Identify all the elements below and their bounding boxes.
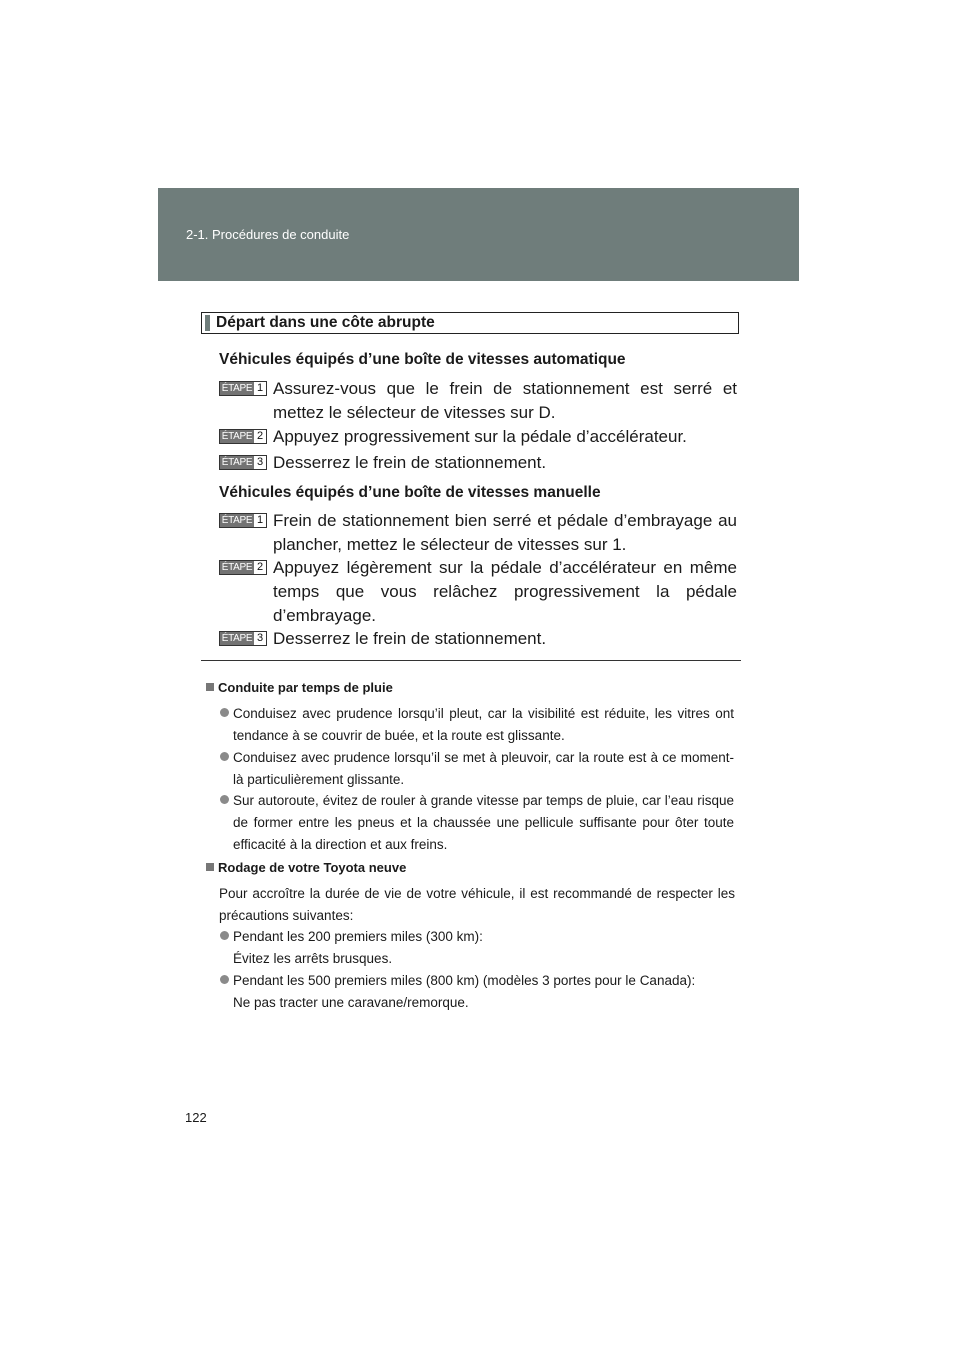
page-number: 122 (185, 1110, 207, 1125)
step-text: Appuyez légèrement sur la pédale d’accélérateur en même temps que vous relâchez progressivement la pédale d’embrayage. (273, 558, 737, 625)
section-title: 2-1. Procédures de conduite (186, 227, 350, 242)
automatic-heading: Véhicules équipés d’une boîte de vitesses automatique (219, 351, 626, 368)
breakin-intro: Pour accroître la durée de vie de votre véhicule, il est recommandé de respecter les précautions suivantes: (219, 886, 735, 923)
square-bullet-icon (206, 683, 214, 691)
auto-step-2 (219, 425, 737, 449)
breakin-bullet-2: Pendant les 500 premiers miles (800 km) (modèles 3 portes pour le Canada): Ne pas tracter une caravane/remorque. (220, 970, 734, 1014)
step-text: Desserrez le frein de stationnement. (273, 453, 547, 472)
manual-step-1 (219, 509, 737, 557)
step-badge: ÉTAPE 1 (219, 513, 267, 528)
bullet-dot-icon (220, 975, 229, 984)
manual-step-2 (219, 556, 737, 628)
bullet-dot-icon (220, 795, 229, 804)
breakin-heading: Rodage de votre Toyota neuve (206, 860, 406, 875)
topic-box (201, 312, 739, 334)
step-badge: ÉTAPE 2 (219, 429, 267, 444)
step-text: Desserrez le frein de stationnement. (273, 629, 547, 648)
section-divider (201, 660, 741, 661)
step-badge: ÉTAPE 2 (219, 560, 267, 575)
step-text: Assurez-vous que le frein de stationnement est serré et mettez le sélecteur de vitesses sur D. (273, 379, 737, 422)
header-band (158, 188, 799, 281)
manual-step-3 (219, 627, 737, 651)
step-badge: ÉTAPE 1 (219, 381, 267, 396)
bullet-dot-icon (220, 708, 229, 717)
step-text: Appuyez progressivement sur la pédale d’accélérateur. (273, 427, 687, 446)
rain-bullet-1: Conduisez avec prudence lorsqu’il pleut, car la visibilité est réduite, les vitres ont tendance à se couvrir de buée, et la route est glissante. (220, 703, 734, 747)
rain-heading: Conduite par temps de pluie (206, 680, 393, 695)
topic-title: Départ dans une côte abrupte (216, 314, 435, 331)
auto-step-3 (219, 451, 737, 475)
bullet-dot-icon (220, 752, 229, 761)
rain-bullet-3: Sur autoroute, évitez de rouler à grande vitesse par temps de pluie, car l’eau risque de former entre les pneus et la chaussée une pellicule suffisante pour ôter toute efficacité à la direction et aux freins. (220, 790, 734, 856)
auto-step-1 (219, 377, 737, 425)
topic-box-marker (205, 315, 210, 331)
rain-bullet-2: Conduisez avec prudence lorsqu’il se met à pleuvoir, car la route est à ce moment-là particulièrement glissante. (220, 747, 734, 791)
step-text: Frein de stationnement bien serré et pédale d’embrayage au plancher, mettez le sélecteur de vitesses sur 1. (273, 511, 737, 554)
manual-heading: Véhicules équipés d’une boîte de vitesses manuelle (219, 484, 601, 501)
step-badge: ÉTAPE 3 (219, 631, 267, 646)
breakin-bullet-1: Pendant les 200 premiers miles (300 km): Évitez les arrêts brusques. (220, 926, 734, 970)
bullet-dot-icon (220, 931, 229, 940)
step-badge: ÉTAPE 3 (219, 455, 267, 470)
square-bullet-icon (206, 863, 214, 871)
